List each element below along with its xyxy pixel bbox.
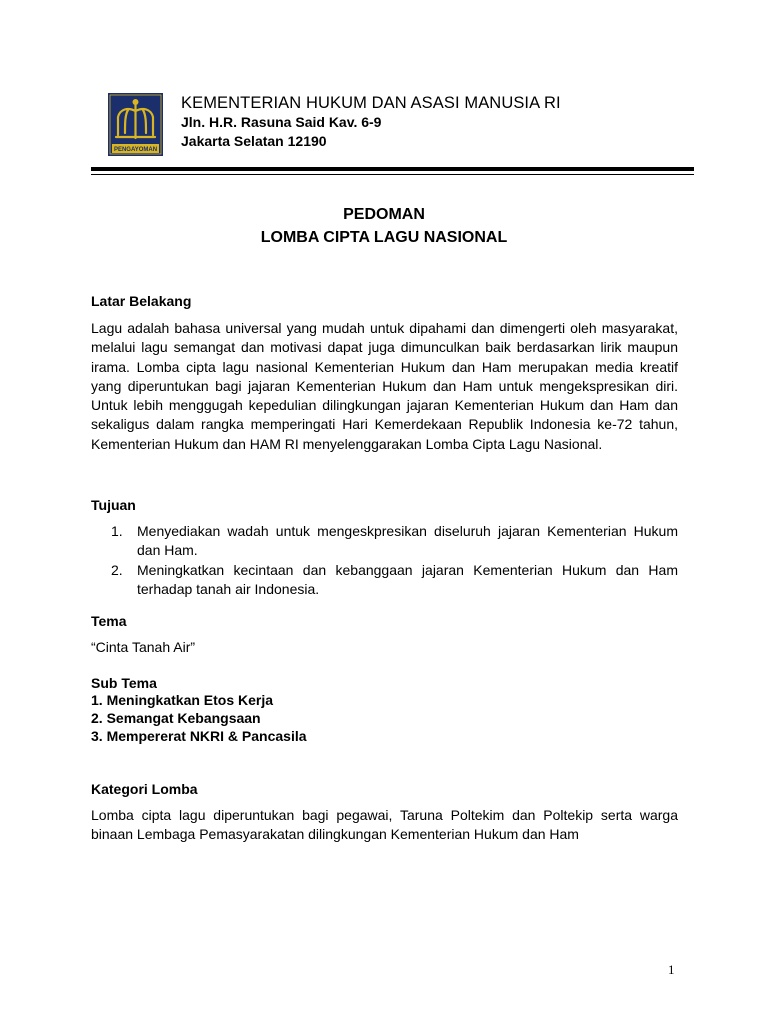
document-title-line-1: PEDOMAN bbox=[343, 206, 425, 223]
list-item bbox=[91, 522, 678, 559]
document-title-line-2: LOMBA CIPTA LAGU NASIONAL bbox=[260, 229, 508, 246]
tema-value: “Cinta Tanah Air” bbox=[91, 639, 196, 655]
heading-latar-belakang: Latar Belakang bbox=[91, 293, 192, 309]
list-item bbox=[91, 561, 678, 598]
organization-name: KEMENTERIAN HUKUM DAN ASASI MANUSIA RI bbox=[181, 94, 561, 112]
list-item-text: Meningkatkan kecintaan dan kebanggaan jajaran Kementerian Hukum dan Ham terhadap tanah air Indonesia. bbox=[137, 562, 678, 597]
tujuan-list bbox=[91, 522, 678, 600]
letterhead-rule-thin bbox=[91, 174, 694, 175]
paragraph-kategori-lomba: Lomba cipta lagu diperuntukan bagi pegawai, Taruna Poltekim dan Poltekip serta warga binaan Lembaga Pemasyarakatan dilingkungan Kementerian Hukum dan Ham bbox=[91, 807, 678, 843]
list-item-number: 1. bbox=[111, 523, 123, 539]
heading-sub-tema: Sub Tema bbox=[91, 675, 157, 691]
sub-tema-item-2: 2. Semangat Kebangsaan bbox=[91, 710, 261, 726]
letterhead-rule-thick bbox=[91, 167, 694, 171]
page-number: 1 bbox=[668, 962, 675, 977]
address-line-1: Jln. H.R. Rasuna Said Kav. 6-9 bbox=[181, 114, 382, 130]
list-item-text: Menyediakan wadah untuk mengeskpresikan diseluruh jajaran Kementerian Hukum dan Ham. bbox=[137, 523, 678, 558]
sub-tema-item-3: 3. Mempererat NKRI & Pancasila bbox=[91, 728, 307, 744]
list-item-number: 2. bbox=[111, 562, 123, 578]
heading-kategori-lomba: Kategori Lomba bbox=[91, 781, 198, 797]
heading-tujuan: Tujuan bbox=[91, 497, 136, 513]
sub-tema-item-1: 1. Meningkatkan Etos Kerja bbox=[91, 692, 274, 708]
paragraph-latar-belakang: Lagu adalah bahasa universal yang mudah untuk dipahami dan dimengerti oleh masyarakat, melalui lagu semangat dan motivasi dapat juga dimunculkan baik berdasarkan lirik maupun irama. Lomba cipta lagu nasional Kementerian Hukum dan Ham merupakan media kreatif yang diperuntukan bagi jajaran Kementerian Hukum dan Ham untuk mengekspresikan diri. Untuk lebih menggugah kepedulian dilingkungan jajaran Kementerian Hukum dan Ham dan sekaligus dalam rangka memperingati Hari Kemerdekaan Republik Indonesia ke-72 tahun, Kementerian Hukum dan HAM RI menyelenggarakan Lomba Cipta Lagu Nasional. bbox=[91, 320, 678, 452]
pengayoman-logo bbox=[108, 93, 163, 156]
address-line-2: Jakarta Selatan 12190 bbox=[181, 133, 327, 149]
logo-text: PENGAYOMAN bbox=[113, 147, 158, 153]
heading-tema: Tema bbox=[91, 613, 127, 629]
